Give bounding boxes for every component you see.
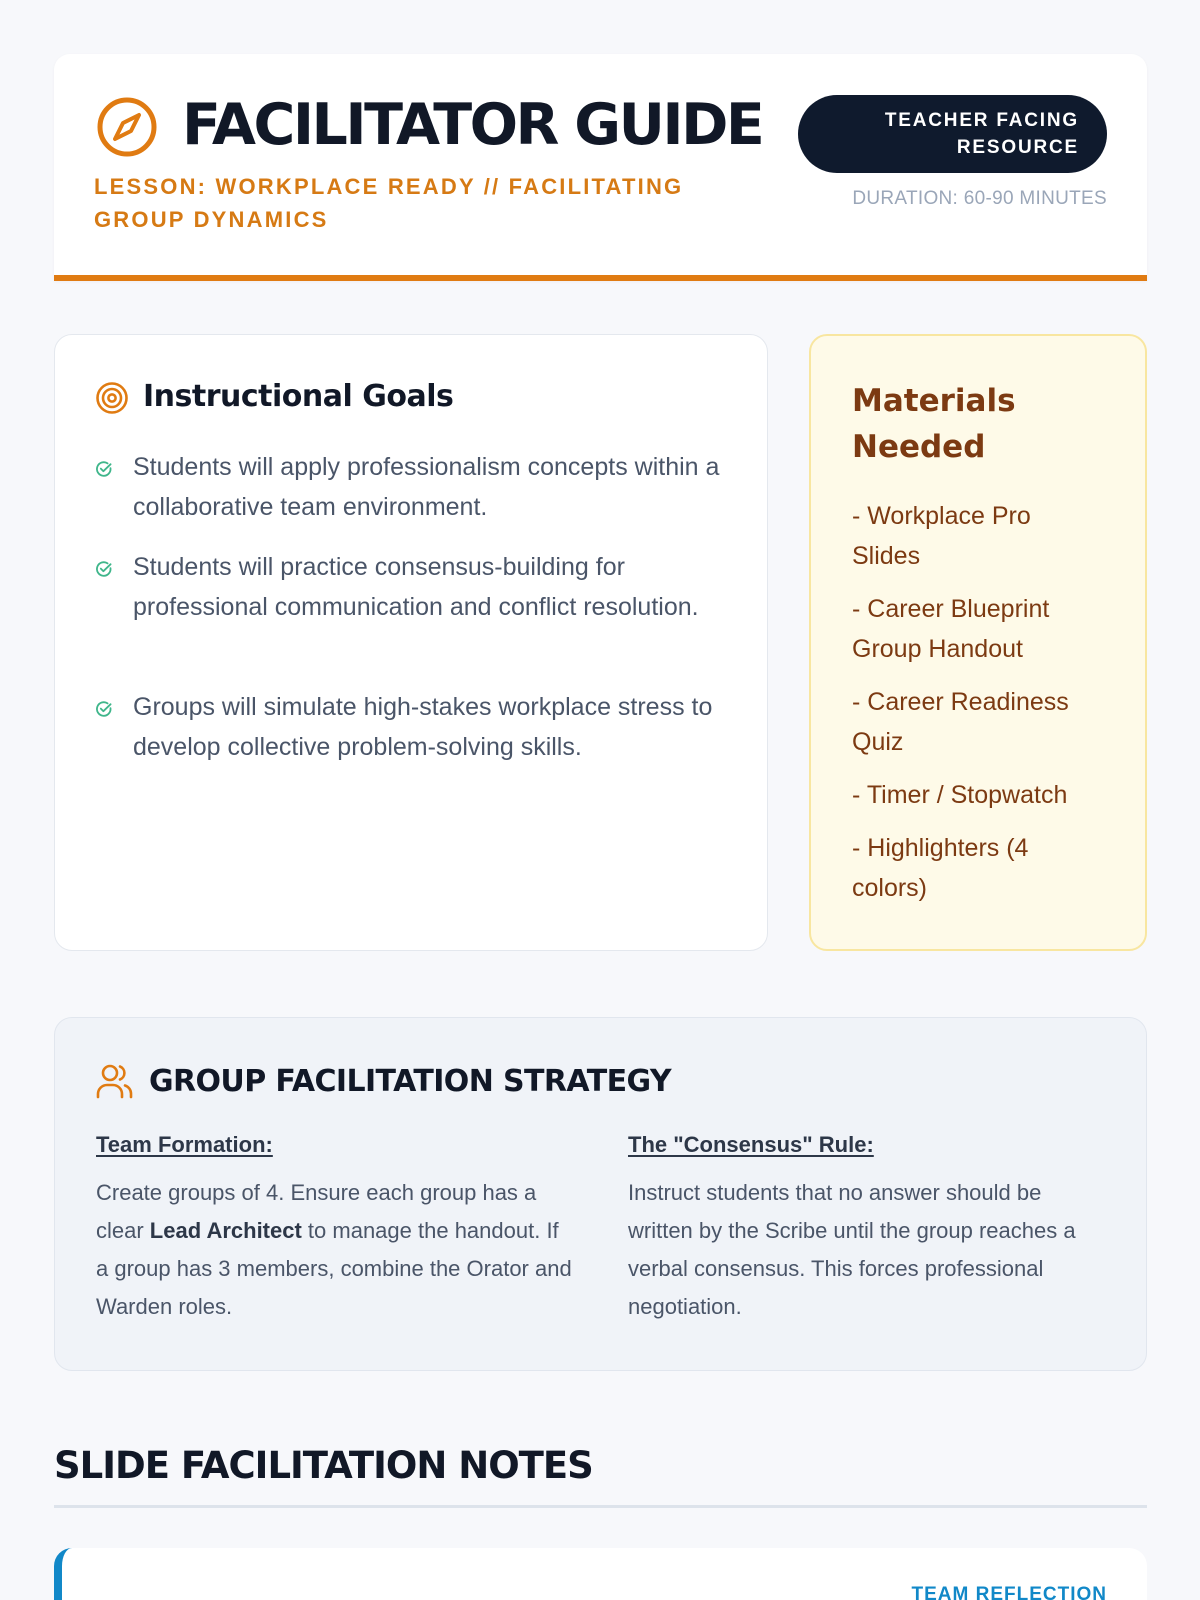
- check-circle-icon: [95, 700, 113, 718]
- audience-badge: [798, 95, 1107, 173]
- material-item: - Highlighters (4 colors): [852, 834, 1029, 902]
- consensus-rule-section: [628, 1132, 1108, 1326]
- goal-item: [95, 547, 735, 627]
- team-formation-text: Create groups of 4. Ensure each group has a clear Lead Architect to manage the handout. If a group has 3 members, combine the Orator and Warden roles.: [96, 1180, 572, 1319]
- goals-heading: Instructional Goals: [143, 379, 454, 414]
- material-item: - Career Readiness Quiz: [852, 688, 1069, 756]
- consensus-rule-heading: The "Consensus" Rule:: [628, 1132, 874, 1157]
- team-formation-heading: Team Formation:: [96, 1132, 273, 1157]
- duration-label: DURATION: 60-90 MINUTES: [852, 188, 1107, 209]
- target-icon: [95, 381, 129, 415]
- goal-text: Groups will simulate high-stakes workplace stress to develop collective problem-solving skills.: [133, 693, 713, 761]
- compass-icon: [96, 96, 158, 158]
- goal-item: [95, 687, 735, 767]
- materials-heading: Materials Needed: [852, 383, 1016, 465]
- materials-card: [809, 334, 1147, 951]
- material-item: - Timer / Stopwatch: [852, 781, 1068, 809]
- section-divider: [54, 1505, 1147, 1508]
- consensus-rule-text: Instruct students that no answer should be written by the Scribe until the group reaches a verbal consensus. This forces professional negotiation.: [628, 1180, 1076, 1319]
- strategy-heading: GROUP FACILITATION STRATEGY: [149, 1064, 671, 1099]
- note-category-tag: TEAM REFLECTION: [911, 1584, 1107, 1600]
- lead-architect-term: Lead Architect: [149, 1218, 302, 1243]
- users-icon: [95, 1063, 135, 1099]
- badge-line-2: RESOURCE: [956, 137, 1079, 158]
- goal-item: [95, 447, 735, 527]
- check-circle-icon: [95, 460, 113, 478]
- lesson-subtitle: LESSON: WORKPLACE READY // FACILITATING GROUP DYNAMICS: [94, 174, 684, 232]
- instructional-goals-card: [54, 334, 768, 951]
- material-item: - Workplace Pro Slides: [852, 502, 1031, 570]
- badge-line-1: TEACHER FACING: [884, 110, 1079, 131]
- page-title: FACILITATOR GUIDE: [182, 92, 763, 158]
- goal-text: Students will apply professionalism concepts within a collaborative team environment.: [133, 453, 720, 521]
- facilitation-strategy-card: [54, 1017, 1147, 1371]
- check-circle-icon: [95, 560, 113, 578]
- material-item: - Career Blueprint Group Handout: [852, 595, 1050, 663]
- slide-notes-heading: SLIDE FACILITATION NOTES: [54, 1444, 593, 1487]
- team-formation-section: [96, 1132, 576, 1326]
- guide-header: [54, 54, 1147, 281]
- facilitator-guide-page: [54, 54, 1147, 1600]
- goal-text: Students will practice consensus-building for professional communication and conflict resolution.: [133, 553, 699, 621]
- slide-note-card: [54, 1548, 1147, 1600]
